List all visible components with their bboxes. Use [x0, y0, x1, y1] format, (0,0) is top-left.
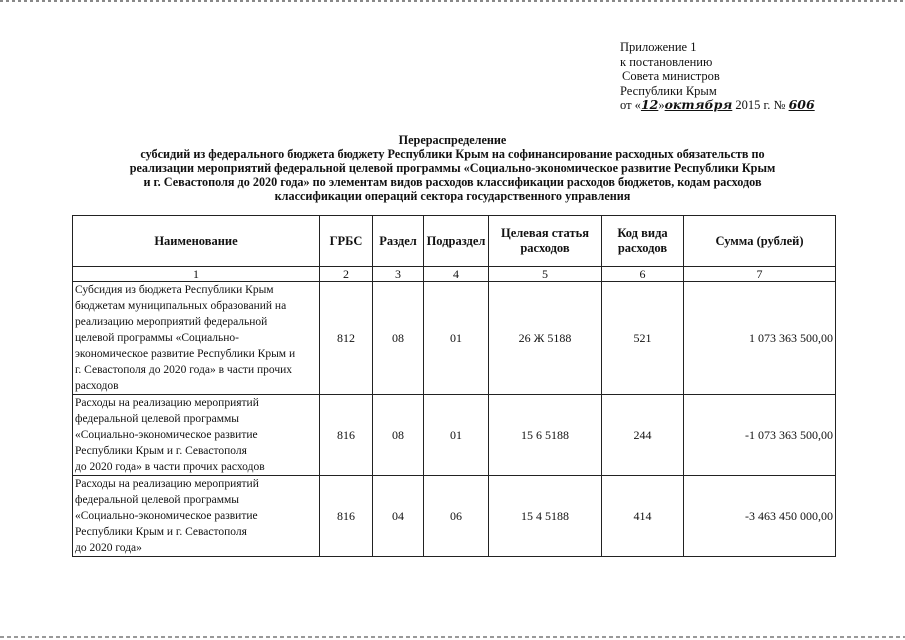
- row-target: 15 6 5188: [489, 395, 602, 476]
- row-grbs: 816: [320, 395, 373, 476]
- row-name: Расходы на реализацию мероприятий федеральной целевой программы «Социально-экономическое развитие Республики Крым и г. Севастополя до 2020 года»: [73, 476, 320, 557]
- row-target: 26 Ж 5188: [489, 282, 602, 395]
- row-name: Расходы на реализацию мероприятий федеральной целевой программы «Социально-экономическое развитие Республики Крым и г. Севастополя до 2020 года» в части прочих расходов: [73, 395, 320, 476]
- date-year: 2015 г. №: [732, 98, 789, 112]
- column-number-row: [73, 267, 836, 282]
- column-number: 1: [73, 267, 320, 282]
- appendix-block: [620, 40, 815, 113]
- date-mid: »: [658, 98, 665, 112]
- row-amount: -1 073 363 500,00: [684, 395, 836, 476]
- row-razdel: 08: [373, 282, 424, 395]
- handwritten-month: октября: [664, 97, 733, 112]
- column-number: 3: [373, 267, 424, 282]
- appendix-line-4: Республики Крым: [620, 83, 717, 98]
- row-amount: -3 463 450 000,00: [684, 476, 836, 557]
- appendix-line-2: к постановлению: [620, 54, 713, 69]
- table-row: [73, 476, 836, 557]
- row-podrazdel: 01: [424, 395, 489, 476]
- row-podrazdel: 06: [424, 476, 489, 557]
- row-kind: 414: [602, 476, 684, 557]
- column-number: 2: [320, 267, 373, 282]
- header-amount: Сумма (рублей): [684, 216, 836, 267]
- header-razdel: Раздел: [373, 216, 424, 267]
- column-number: 4: [424, 267, 489, 282]
- row-grbs: 816: [320, 476, 373, 557]
- row-grbs: 812: [320, 282, 373, 395]
- scan-edge-top: [0, 0, 905, 2]
- header-podrazdel: Подраздел: [424, 216, 489, 267]
- header-target: Целевая статья расходов: [489, 216, 602, 267]
- row-kind: 244: [602, 395, 684, 476]
- header-grbs: ГРБС: [320, 216, 373, 267]
- date-prefix: от «: [620, 98, 641, 112]
- column-number: 6: [602, 267, 684, 282]
- header-name: Наименование: [73, 216, 320, 267]
- appendix-line-3: Совета министров: [622, 69, 720, 83]
- table-header-row: [73, 216, 836, 267]
- row-podrazdel: 01: [424, 282, 489, 395]
- column-number: 7: [684, 267, 836, 282]
- table-row: [73, 282, 836, 395]
- column-number: 5: [489, 267, 602, 282]
- title-line-2: субсидий из федерального бюджета бюджету Республики Крым на софинансирование расходных обязательств по: [140, 147, 765, 161]
- row-name: Субсидия из бюджета Республики Крым бюджетам муниципальных образований на реализацию мероприятий федеральной целевой программы «Социально- экономическое развитие Республики Крым и г. Севастополя до 2020 года» в части прочих расходов: [73, 282, 320, 395]
- row-target: 15 4 5188: [489, 476, 602, 557]
- handwritten-number: 606: [788, 97, 815, 112]
- row-kind: 521: [602, 282, 684, 395]
- header-kind: Код вида расходов: [602, 216, 684, 267]
- row-amount: 1 073 363 500,00: [684, 282, 836, 395]
- row-razdel: 08: [373, 395, 424, 476]
- table-row: [73, 395, 836, 476]
- title-line-5: классификации операций сектора государственного управления: [274, 189, 631, 203]
- scan-edge-bottom: [0, 636, 905, 638]
- handwritten-day: 12: [640, 97, 659, 112]
- title-line-3: реализации мероприятий федеральной целевой программы «Социально-экономическое развитие Республики Крым: [129, 161, 776, 175]
- title-line-4: и г. Севастополя до 2020 года» по элементам видов расходов классификации расходов бюджетов, кодам расходов: [143, 175, 762, 189]
- row-razdel: 04: [373, 476, 424, 557]
- subsidy-table: [72, 215, 836, 557]
- title-line-1: Перераспределение: [398, 133, 507, 147]
- document-title: [60, 133, 845, 203]
- appendix-date-line: [620, 98, 815, 113]
- appendix-line-1: Приложение 1: [620, 40, 697, 54]
